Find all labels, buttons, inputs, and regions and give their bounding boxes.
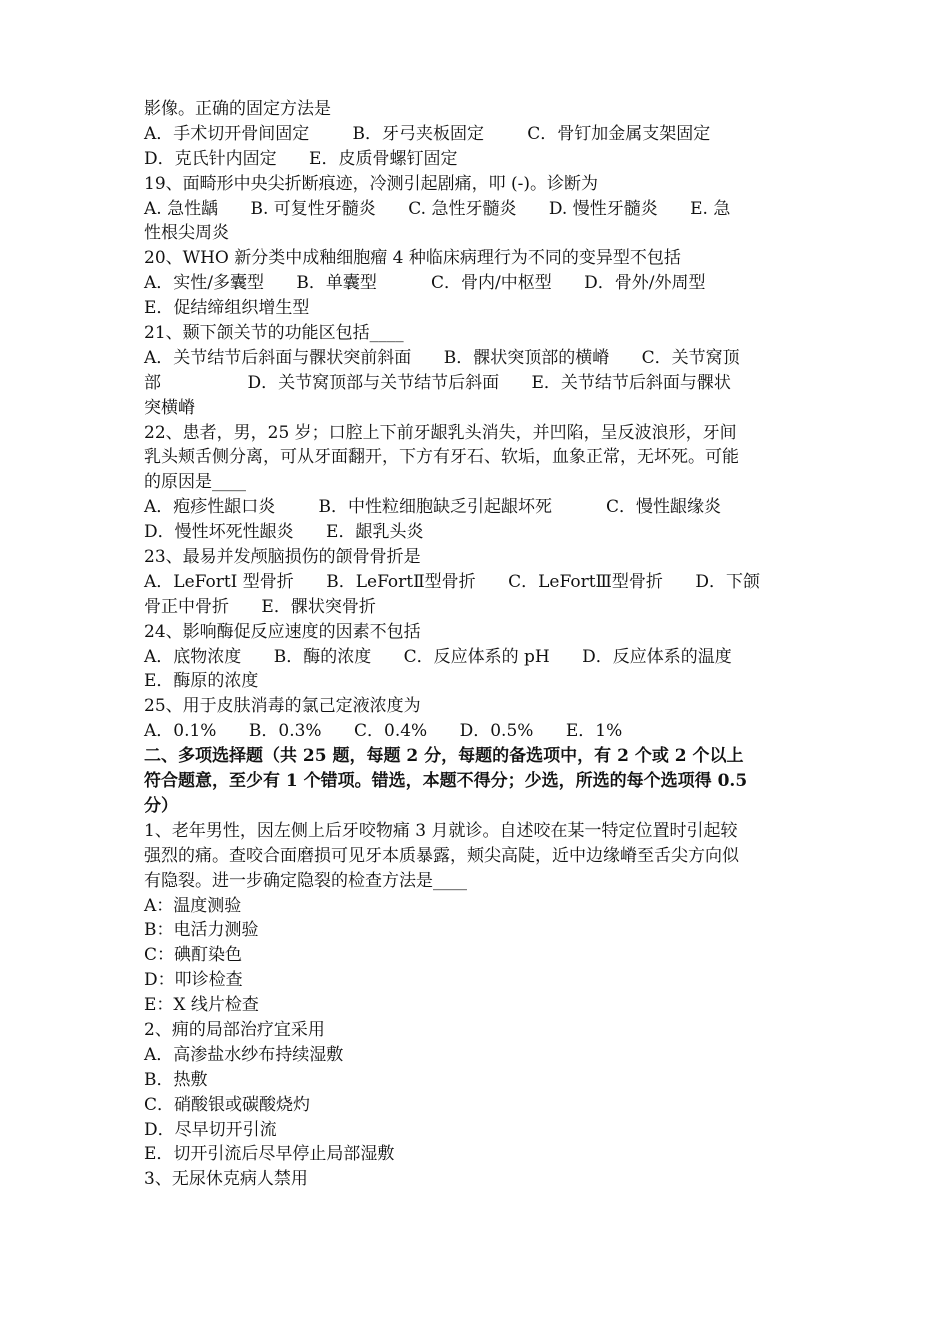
text-line: 性根尖周炎 <box>144 223 229 244</box>
text-line: 有隐裂。进一步确定隐裂的检查方法是____ <box>144 870 467 891</box>
question-21: 21、颞下颌关节的功能区包括____ <box>144 323 404 344</box>
text-line: A．底物浓度 B．酶的浓度 C．反应体系的 pH D．反应体系的温度 <box>144 646 732 667</box>
question-19: 19、面畸形中央尖折断痕迹，冷测引起剧痛，叩 (-)。诊断为 <box>144 173 599 194</box>
text-line: 的原因是____ <box>144 472 246 493</box>
question-23: 23、最易并发颅脑损伤的颌骨骨折是 <box>144 547 421 568</box>
multi-question-3: 3、无尿休克病人禁用 <box>144 1169 308 1190</box>
text-line: D．慢性坏死性龈炎 E．龈乳头炎 <box>144 522 424 543</box>
text-line: A．实性/多囊型 B．单囊型 C．骨内/中枢型 D．骨外/外周型 <box>144 273 706 294</box>
text-line: 突横嵴 <box>144 397 195 418</box>
option-line: D．尽早切开引流 <box>144 1119 277 1140</box>
option-line: B：电活力测验 <box>144 920 259 941</box>
text-line: A．手术切开骨间固定 B．牙弓夹板固定 C．骨钉加金属支架固定 <box>144 123 711 144</box>
text-line: A．疱疹性龈口炎 B．中性粒细胞缺乏引起龈坏死 C．慢性龈缘炎 <box>144 497 722 518</box>
section-heading: 符合题意，至少有 1 个错项。错选，本题不得分；少选，所选的每个选项得 0.5 <box>144 771 748 792</box>
text-line: 乳头颊舌侧分离，可从牙面翻开，下方有牙石、软垢，血象正常，无坏死。可能 <box>144 447 739 468</box>
text-line: E．酶原的浓度 <box>144 671 259 692</box>
text-line: 骨正中骨折 E．髁状突骨折 <box>144 596 376 617</box>
text-line: 强烈的痛。查咬合面磨损可见牙本质暴露，颊尖高陡，近中边缘嵴至舌尖方向似 <box>144 845 739 866</box>
text-line: A．关节结节后斜面与髁状突前斜面 B．髁状突顶部的横嵴 C．关节窝顶 <box>144 347 740 368</box>
text-line: D．克氏针内固定 E．皮质骨螺钉固定 <box>144 148 458 169</box>
option-line: C：碘酊染色 <box>144 945 243 966</box>
option-line: A．高渗盐水纱布持续湿敷 <box>144 1044 344 1065</box>
multi-question-1: 1、老年男性，因左侧上后牙咬物痛 3 月就诊。自述咬在某一特定位置时引起较 <box>144 820 738 841</box>
text-line: A. 急性龋 B. 可复性牙髓炎 C. 急性牙髓炎 D. 慢性牙髓炎 E. 急 <box>144 198 731 219</box>
option-line: E．切开引流后尽早停止局部湿敷 <box>144 1144 395 1165</box>
text-line: A．0.1% B．0.3% C．0.4% D．0.5% E．1% <box>144 721 623 742</box>
question-25: 25、用于皮肤消毒的氯己定液浓度为 <box>144 696 421 717</box>
text-line: 影像。正确的固定方法是 <box>144 99 331 119</box>
option-line: A：温度测验 <box>144 895 242 916</box>
text-line: 部 D．关节窝顶部与关节结节后斜面 E．关节结节后斜面与髁状 <box>144 372 731 393</box>
text-line: A．LeFortI 型骨折 B．LeFortⅡ型骨折 C．LeFortⅢ型骨折 D．下颌 <box>144 571 760 592</box>
text-line: E．促结缔组织增生型 <box>144 298 310 319</box>
question-22: 22、患者，男，25 岁；口腔上下前牙龈乳头消失，并凹陷，呈反波浪形，牙间 <box>144 422 737 443</box>
option-line: D：叩诊检查 <box>144 970 243 991</box>
option-line: B．热敷 <box>144 1069 208 1090</box>
section-heading: 分） <box>144 795 178 816</box>
document-page <box>144 97 824 1192</box>
section-heading: 二、多项选择题（共 25 题，每题 2 分，每题的备选项中，有 2 个或 2 个以上 <box>144 746 744 767</box>
question-20: 20、WHO 新分类中成釉细胞瘤 4 种临床病理行为不同的变异型不包括 <box>144 248 681 269</box>
multi-question-2: 2、痈的局部治疗宜采用 <box>144 1019 325 1040</box>
option-line: E：X 线片检查 <box>144 995 259 1016</box>
question-24: 24、影响酶促反应速度的因素不包括 <box>144 621 421 642</box>
option-line: C．硝酸银或碳酸烧灼 <box>144 1094 311 1115</box>
